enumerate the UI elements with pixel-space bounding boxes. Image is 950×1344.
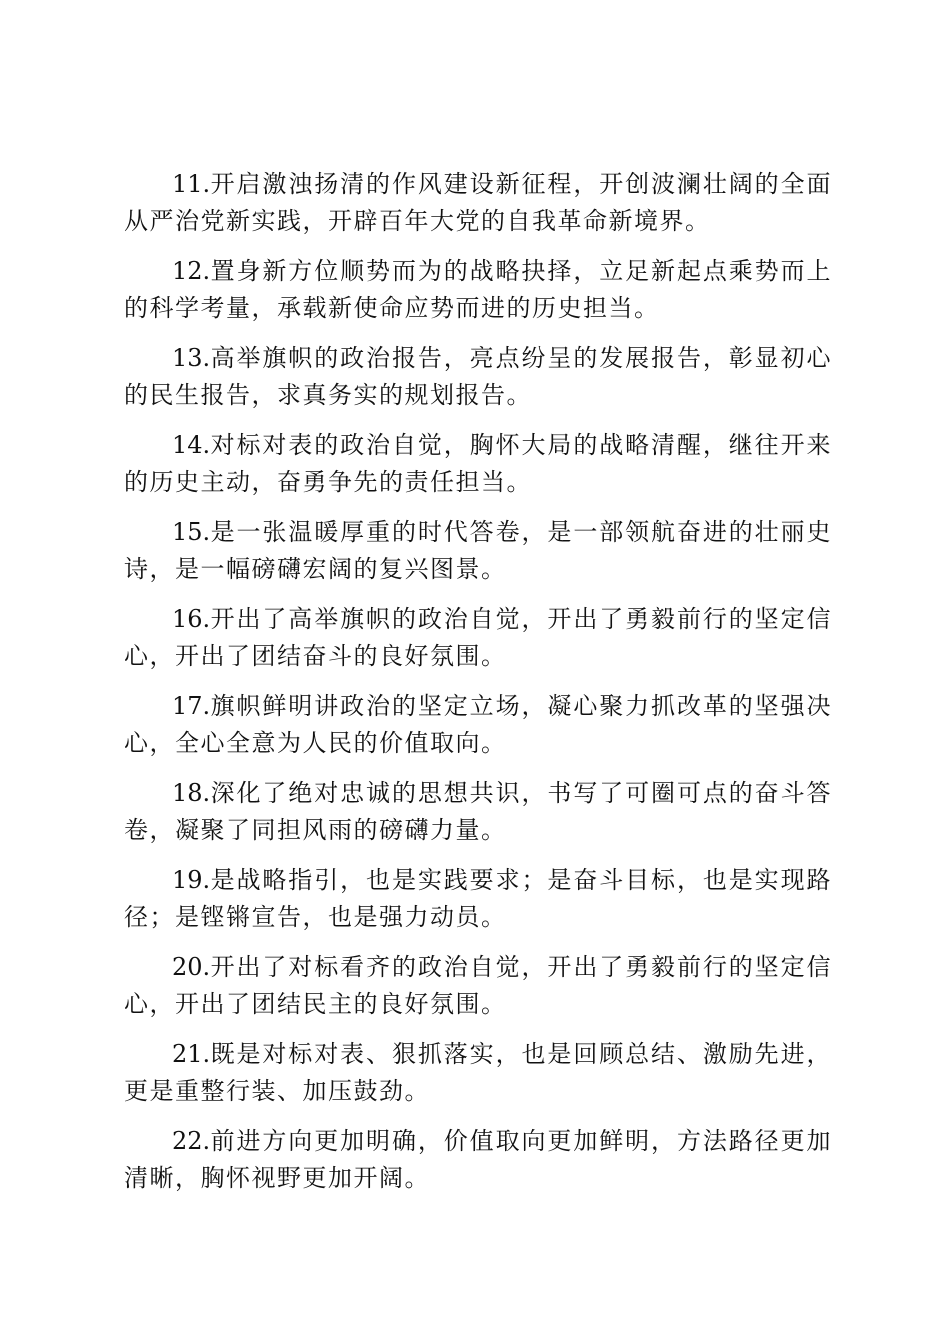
paragraph-21 — [124, 1036, 832, 1110]
document-page — [124, 166, 832, 1210]
item-text: 开出了对标看齐的政治自觉，开出了勇毅前行的坚定信心，开出了团结民主的良好氛围。 — [124, 953, 832, 1018]
item-number: 22. — [172, 1127, 211, 1155]
item-number: 20. — [172, 953, 211, 981]
paragraph-22 — [124, 1123, 832, 1197]
paragraph-12 — [124, 253, 832, 327]
item-text: 高举旗帜的政治报告，亮点纷呈的发展报告，彰显初心的民生报告，求真务实的规划报告。 — [124, 344, 832, 409]
paragraph-17 — [124, 688, 832, 762]
item-text: 是战略指引，也是实践要求；是奋斗目标，也是实现路径；是铿锵宣告，也是强力动员。 — [124, 866, 832, 931]
paragraph-19 — [124, 862, 832, 936]
item-text: 是一张温暖厚重的时代答卷，是一部领航奋进的壮丽史诗，是一幅磅礴宏阔的复兴图景。 — [124, 518, 832, 583]
item-number: 18. — [172, 779, 211, 807]
item-number: 13. — [172, 344, 211, 372]
paragraph-13 — [124, 340, 832, 414]
paragraph-18 — [124, 775, 832, 849]
item-number: 12. — [172, 257, 211, 285]
paragraph-16 — [124, 601, 832, 675]
item-number: 11. — [172, 170, 211, 198]
item-number: 14. — [172, 431, 211, 459]
item-number: 16. — [172, 605, 211, 633]
item-text: 既是对标对表、狠抓落实，也是回顾总结、激励先进，更是重整行装、加压鼓劲。 — [124, 1040, 832, 1105]
item-text: 对标对表的政治自觉，胸怀大局的战略清醒，继往开来的历史主动，奋勇争先的责任担当。 — [124, 431, 832, 496]
item-text: 深化了绝对忠诚的思想共识，书写了可圈可点的奋斗答卷，凝聚了同担风雨的磅礴力量。 — [124, 779, 832, 844]
paragraph-11 — [124, 166, 832, 240]
item-text: 旗帜鲜明讲政治的坚定立场，凝心聚力抓改革的坚强决心，全心全意为人民的价值取向。 — [124, 692, 832, 757]
item-text: 开出了高举旗帜的政治自觉，开出了勇毅前行的坚定信心，开出了团结奋斗的良好氛围。 — [124, 605, 832, 670]
paragraph-15 — [124, 514, 832, 588]
item-number: 21. — [172, 1040, 211, 1068]
paragraph-20 — [124, 949, 832, 1023]
item-number: 15. — [172, 518, 211, 546]
item-number: 17. — [172, 692, 211, 720]
paragraph-14 — [124, 427, 832, 501]
item-text: 开启激浊扬清的作风建设新征程，开创波澜壮阔的全面从严治党新实践，开辟百年大党的自我革命新境界。 — [124, 170, 832, 235]
item-text: 前进方向更加明确，价值取向更加鲜明，方法路径更加清晰，胸怀视野更加开阔。 — [124, 1127, 832, 1192]
item-number: 19. — [172, 866, 211, 894]
item-text: 置身新方位顺势而为的战略抉择，立足新起点乘势而上的科学考量，承载新使命应势而进的历史担当。 — [124, 257, 832, 322]
